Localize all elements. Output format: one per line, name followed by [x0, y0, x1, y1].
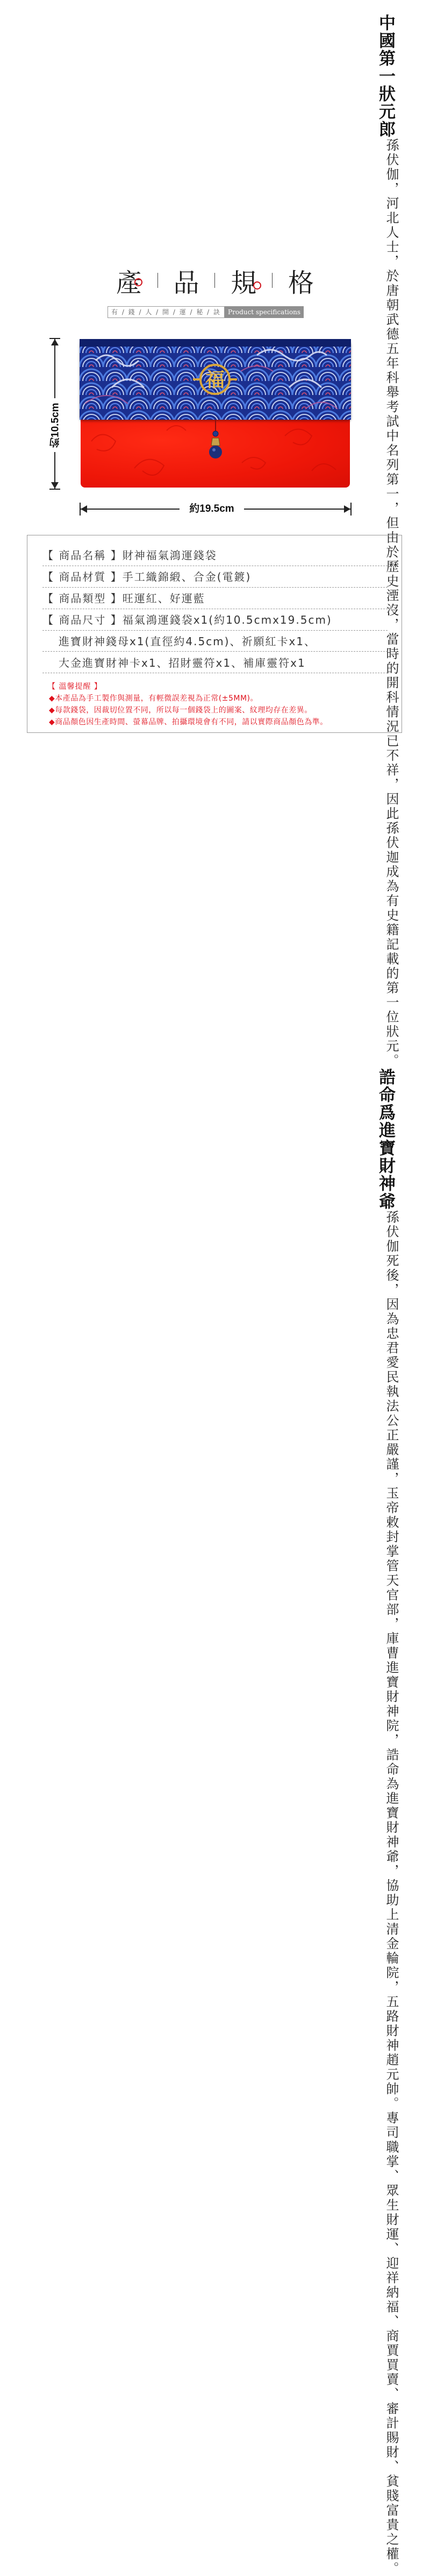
bead-tassel-icon: [209, 420, 222, 463]
spec-row-name: 【 商品名稱 】財神福氣鴻運錢袋: [42, 547, 388, 566]
spec-table: [27, 535, 402, 733]
fu-emblem-icon: [191, 358, 239, 403]
story-line: 寶財神院，誥命為進寶財神爺，協助: [384, 1675, 399, 1908]
heading-char: 格: [288, 267, 314, 298]
width-label: 約19.5cm: [180, 502, 244, 517]
subtitle-cn: 有 / 錢 / 人 / 開 / 運 / 秘 / 訣: [108, 306, 225, 318]
svg-text:福: 福: [205, 369, 225, 391]
story-line: 孫伏伽死後，因為忠君愛民執法公正: [384, 1210, 399, 1443]
story-line: 嚴謹，玉帝敕封掌管天官部，庫曹進: [384, 1443, 399, 1675]
notice-title: 【 溫馨提醒 】: [48, 682, 102, 691]
heading-divider: [214, 273, 215, 288]
story-text: [361, 14, 399, 2576]
notice-item: ◆商品顏色因生產時間、螢幕品牌、拍攝環境會有不同，請以實際商品顏色為準。: [49, 718, 328, 726]
red-circle-decoration: [134, 278, 142, 286]
spec-row-type: 【 商品類型 】旺運紅、好運藍: [42, 590, 388, 609]
story-title-first-scholar: 中國第一狀元郎: [376, 14, 395, 138]
section-heading: [0, 262, 430, 299]
red-circle-decoration: [253, 281, 261, 290]
heading-char: 品: [173, 267, 199, 298]
heading-divider: [272, 273, 273, 288]
spec-row-size: 【 商品尺寸 】福氣鴻運錢袋x1(約10.5cmx19.5cm): [42, 612, 388, 631]
section-subtitle: [108, 306, 304, 318]
height-label: 約10.5cm: [47, 398, 63, 452]
story-line: 科舉考試中名列第一，但由於歷史湮: [384, 371, 399, 603]
heading-char: 規: [222, 262, 265, 299]
heading-divider: [157, 273, 158, 288]
story-title-wealth-god: 誥命爲進寶財神爺: [376, 1068, 395, 1210]
spec-row-material: 【 商品材質 】手工織錦緞、合金(電鍍): [42, 569, 388, 588]
spec-row-contents: 進寶財神錢母x1(直徑約4.5cm)、祈願紅卡x1、: [42, 633, 388, 652]
story-line: 賈買賣、審計賜財、貧賤富貴之權。: [384, 2344, 399, 2576]
story-line: 孫伏伽，河北人士，於唐朝武德五年: [384, 138, 399, 371]
story-line: 伏迦成為有史籍記載的第一位狀元。: [384, 836, 399, 1068]
subtitle-en: Product specifications: [225, 306, 304, 318]
notice-item: ◆本產品為手工製作與測量，有輕微誤差視為正常(±5MM)。: [49, 694, 258, 703]
spec-row-contents: 大金進寶財神卡x1、招財靈符x1、補庫靈符x1: [42, 655, 388, 673]
story-line: 專司職掌、眾生財運、迎祥納福、商: [384, 2111, 399, 2344]
product-image-money-pouch: [80, 339, 351, 488]
story-line: 沒，當時的開科情況已不祥，因此孫: [384, 603, 399, 836]
story-line: 上清金輪院，五路財神趙元帥。: [384, 1908, 399, 2111]
heading-char: 產: [116, 267, 142, 298]
notice-item: ◆每款錢袋，因裁切位置不同，所以每一個錢袋上的圖案、紋理均存在差異。: [49, 706, 312, 715]
